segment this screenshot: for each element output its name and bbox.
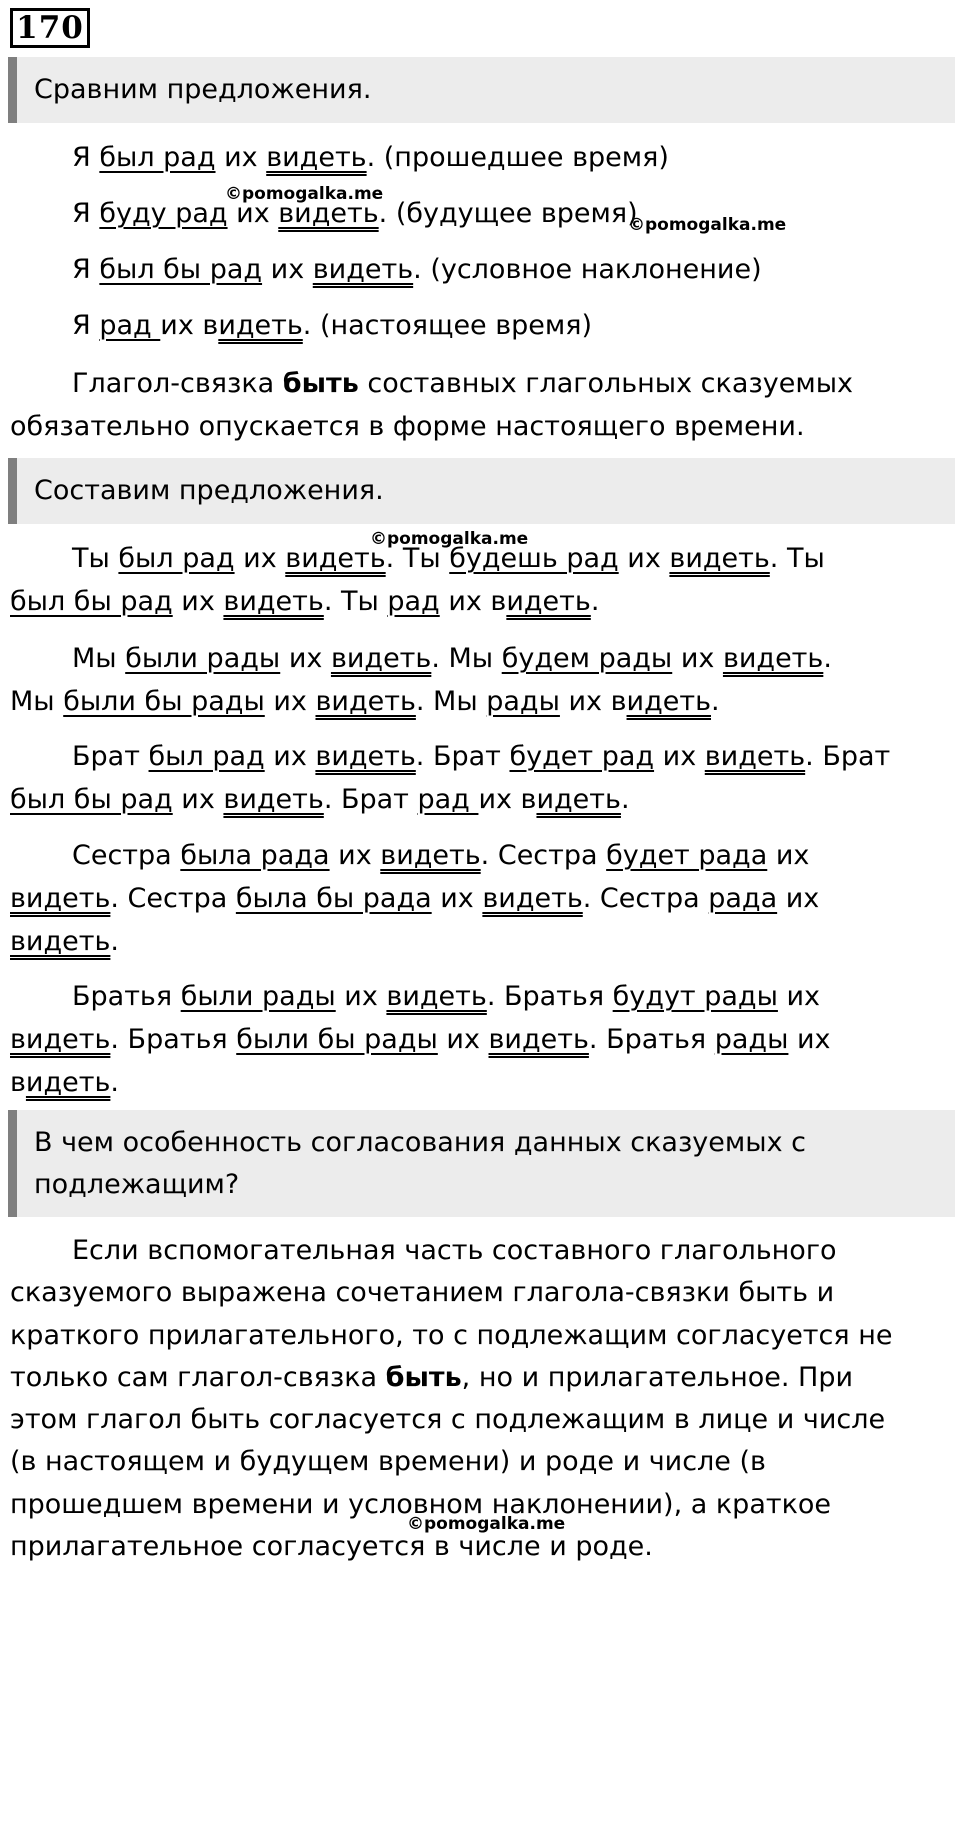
text-segment: их — [335, 981, 387, 1012]
text-segment: Ты — [72, 543, 119, 574]
text-line — [10, 1399, 960, 1441]
text-segment: Сестра — [72, 840, 181, 871]
watermark: ©pomogalka.me — [628, 215, 787, 235]
predicate-infinitive: видеть — [266, 142, 367, 173]
text-segment: их — [767, 840, 810, 871]
text-segment: их в — [559, 686, 627, 717]
text-segment: их — [234, 543, 286, 574]
heading-line: подлежащим? — [34, 1168, 240, 1200]
text-segment: их — [264, 741, 316, 772]
text-segment: сказуемого выражена сочетанием глагола-связки быть и — [10, 1277, 835, 1309]
text-segment: их в — [478, 784, 537, 815]
text-segment: . — [590, 586, 600, 617]
predicate-compound-part: был бы рад — [10, 784, 173, 815]
text-line — [10, 877, 960, 920]
text-segment: их в — [439, 586, 507, 617]
predicate-compound-part: будет рад — [509, 741, 655, 772]
text-segment: обязательно опускается в форме настоящего времени. — [10, 411, 805, 442]
text-segment: в — [10, 1067, 26, 1098]
text-line — [10, 405, 960, 448]
text-segment: , но и прилагательное. При — [461, 1361, 854, 1393]
text-line — [10, 1061, 960, 1104]
text-segment: . — [823, 643, 832, 674]
text-segment: . Сестра — [110, 883, 236, 914]
predicate-infinitive: идеть — [506, 586, 591, 617]
text-segment: Мы — [10, 686, 64, 717]
text-segment: . (прошедшее время) — [366, 142, 669, 173]
predicate-infinitive: видеть — [722, 643, 824, 674]
sentence-row — [72, 250, 762, 290]
sentence-group — [10, 975, 960, 1104]
predicate-compound-part: были бы рады — [236, 1024, 438, 1055]
predicate-infinitive: идеть — [25, 1067, 111, 1098]
section-heading-compose — [8, 458, 955, 524]
text-segment: . Братья — [588, 1024, 715, 1055]
predicate-compound-part: рад — [387, 586, 440, 617]
predicate-infinitive: видеть — [223, 784, 324, 815]
predicate-compound-part: рада — [708, 883, 778, 914]
text-segment: их — [672, 643, 723, 674]
text-segment: . (условное наклонение) — [413, 254, 762, 285]
note-paragraph — [10, 362, 960, 448]
predicate-compound-part: были рады — [125, 643, 281, 674]
text-segment: . Братья — [110, 1024, 237, 1055]
predicate-infinitive: видеть — [482, 883, 583, 914]
predicate-infinitive: видеть — [669, 543, 770, 574]
text-segment: . — [110, 1067, 119, 1098]
text-segment: Я — [72, 142, 100, 173]
text-segment: . — [711, 686, 720, 717]
text-line — [10, 975, 960, 1018]
text-line — [10, 920, 960, 963]
text-segment: их — [654, 741, 705, 772]
text-segment: прошедшем времени и условном наклонении), а краткое — [10, 1488, 832, 1520]
text-segment: их — [227, 198, 279, 229]
exercise-number: 170 — [10, 8, 90, 48]
text-segment: . Брат — [415, 741, 510, 772]
predicate-infinitive: видеть — [386, 981, 487, 1012]
predicate-infinitive: идеть — [626, 686, 711, 717]
predicate-infinitive: видеть — [223, 586, 324, 617]
predicate-compound-part: был рад — [99, 142, 216, 173]
text-segment: . Ты — [323, 586, 388, 617]
predicate-compound-part: был бы рад — [99, 254, 263, 285]
text-line — [10, 1018, 960, 1061]
sentence-group — [10, 834, 960, 963]
section-heading-compare — [8, 57, 955, 123]
predicate-infinitive: видеть — [10, 883, 111, 914]
heading-text: Составим предложения. — [34, 475, 384, 506]
predicate-compound-part: был бы рад — [10, 586, 173, 617]
predicate-compound-part: были рады — [180, 981, 336, 1012]
predicate-infinitive: видеть — [330, 643, 432, 674]
predicate-compound-part: рады — [714, 1024, 789, 1055]
text-segment: краткого прилагательного, то с подлежащим согласуется не — [10, 1319, 893, 1351]
predicate-compound-part: рады — [486, 686, 560, 717]
predicate-infinitive: видеть — [315, 686, 416, 717]
predicate-compound-part: буду рад — [99, 198, 228, 229]
text-segment: их — [788, 1024, 831, 1055]
text-segment: . Брат — [323, 784, 418, 815]
text-segment: их — [777, 883, 820, 914]
text-segment: . Мы — [415, 686, 487, 717]
text-segment: их — [172, 586, 224, 617]
text-segment: Мы — [72, 643, 126, 674]
text-segment: Глагол-связка — [72, 368, 283, 399]
text-line — [10, 834, 960, 877]
text-segment: . (настоящее время) — [302, 310, 593, 341]
text-segment: . — [620, 784, 630, 815]
text-line — [10, 1272, 960, 1314]
watermark: ©pomogalka.me — [225, 184, 384, 204]
predicate-infinitive: видеть — [488, 1024, 589, 1055]
text-segment: Брат — [72, 741, 149, 772]
section-heading-question — [8, 1110, 955, 1217]
text-segment: их в — [160, 310, 219, 341]
sentence-row — [72, 306, 592, 346]
text-segment: этом глагол быть согласуется с подлежащим в лице и числе — [10, 1404, 886, 1436]
text-segment: их — [262, 254, 313, 285]
predicate-compound-part: будет рада — [606, 840, 768, 871]
text-segment: (в настоящем и будущем времени) и роде и числе (в — [10, 1446, 766, 1478]
text-segment: их — [431, 883, 483, 914]
text-segment: их — [437, 1024, 489, 1055]
text-segment: только сам глагол-связка — [10, 1361, 386, 1393]
predicate-compound-part: рад — [417, 784, 479, 815]
sentence-group — [10, 735, 960, 821]
heading-text: Сравним предложения. — [34, 74, 372, 105]
predicate-infinitive: идеть — [218, 310, 303, 341]
text-segment: . Брат — [805, 741, 891, 772]
text-segment: их — [172, 784, 224, 815]
sentence-group — [10, 637, 960, 723]
watermark: ©pomogalka.me — [370, 529, 529, 549]
heading-line: В чем особенность согласования данных сказуемых с — [34, 1126, 806, 1158]
predicate-infinitive: видеть — [10, 926, 111, 957]
predicate-compound-part: была бы рада — [235, 883, 432, 914]
text-segment: их — [215, 142, 267, 173]
text-line — [10, 537, 960, 580]
sentence-row — [72, 138, 669, 178]
text-line — [10, 637, 960, 680]
text-segment: прилагательное согласуется в числе и роде. — [10, 1531, 653, 1563]
text-line — [10, 1230, 960, 1272]
text-line — [10, 1441, 960, 1483]
text-segment: составных глагольных сказуемых — [358, 368, 853, 399]
predicate-compound-part: будем рады — [501, 643, 673, 674]
text-segment: Я — [72, 254, 100, 285]
text-segment: . (будущее время) — [378, 198, 638, 229]
predicate-infinitive: идеть — [536, 784, 621, 815]
text-segment: Если вспомогательная часть составного глагольного — [72, 1235, 837, 1266]
text-segment: . Мы — [431, 643, 502, 674]
predicate-compound-part: была рада — [180, 840, 330, 871]
text-segment: . Ты — [385, 543, 450, 574]
text-segment: . Сестра — [480, 840, 607, 871]
text-segment: . Сестра — [582, 883, 709, 914]
predicate-infinitive: видеть — [704, 741, 806, 772]
predicate-compound-part: был рад — [118, 543, 235, 574]
text-line — [10, 680, 960, 723]
text-segment: их — [264, 686, 316, 717]
text-segment: . Братья — [486, 981, 613, 1012]
predicate-infinitive: видеть — [278, 198, 379, 229]
predicate-compound-part: были бы рады — [63, 686, 265, 717]
watermark: ©pomogalka.me — [407, 1514, 566, 1534]
predicate-infinitive: видеть — [315, 741, 416, 772]
bold-term: быть — [385, 1361, 462, 1393]
text-segment: . Ты — [769, 543, 825, 574]
text-segment: их — [280, 643, 331, 674]
text-segment: Я — [72, 198, 100, 229]
text-segment: их — [329, 840, 381, 871]
predicate-compound-part: рад — [99, 310, 161, 341]
text-line — [10, 778, 960, 821]
predicate-compound-part: будешь рад — [449, 543, 619, 574]
text-segment: Братья — [72, 981, 181, 1012]
sentence-group — [10, 537, 960, 623]
text-line — [10, 1315, 960, 1357]
predicate-infinitive: видеть — [10, 1024, 111, 1055]
text-line — [10, 362, 960, 405]
predicate-infinitive: видеть — [285, 543, 386, 574]
predicate-compound-part: был рад — [148, 741, 265, 772]
text-line — [10, 580, 960, 623]
text-segment: . — [110, 926, 119, 957]
text-segment: их — [618, 543, 670, 574]
bold-term: быть — [282, 368, 359, 399]
text-line — [10, 735, 960, 778]
predicate-infinitive: видеть — [380, 840, 481, 871]
text-segment: их — [777, 981, 821, 1012]
text-segment: Я — [72, 310, 100, 341]
text-line — [10, 1357, 960, 1399]
predicate-compound-part: будут рады — [612, 981, 778, 1012]
predicate-infinitive: видеть — [312, 254, 414, 285]
